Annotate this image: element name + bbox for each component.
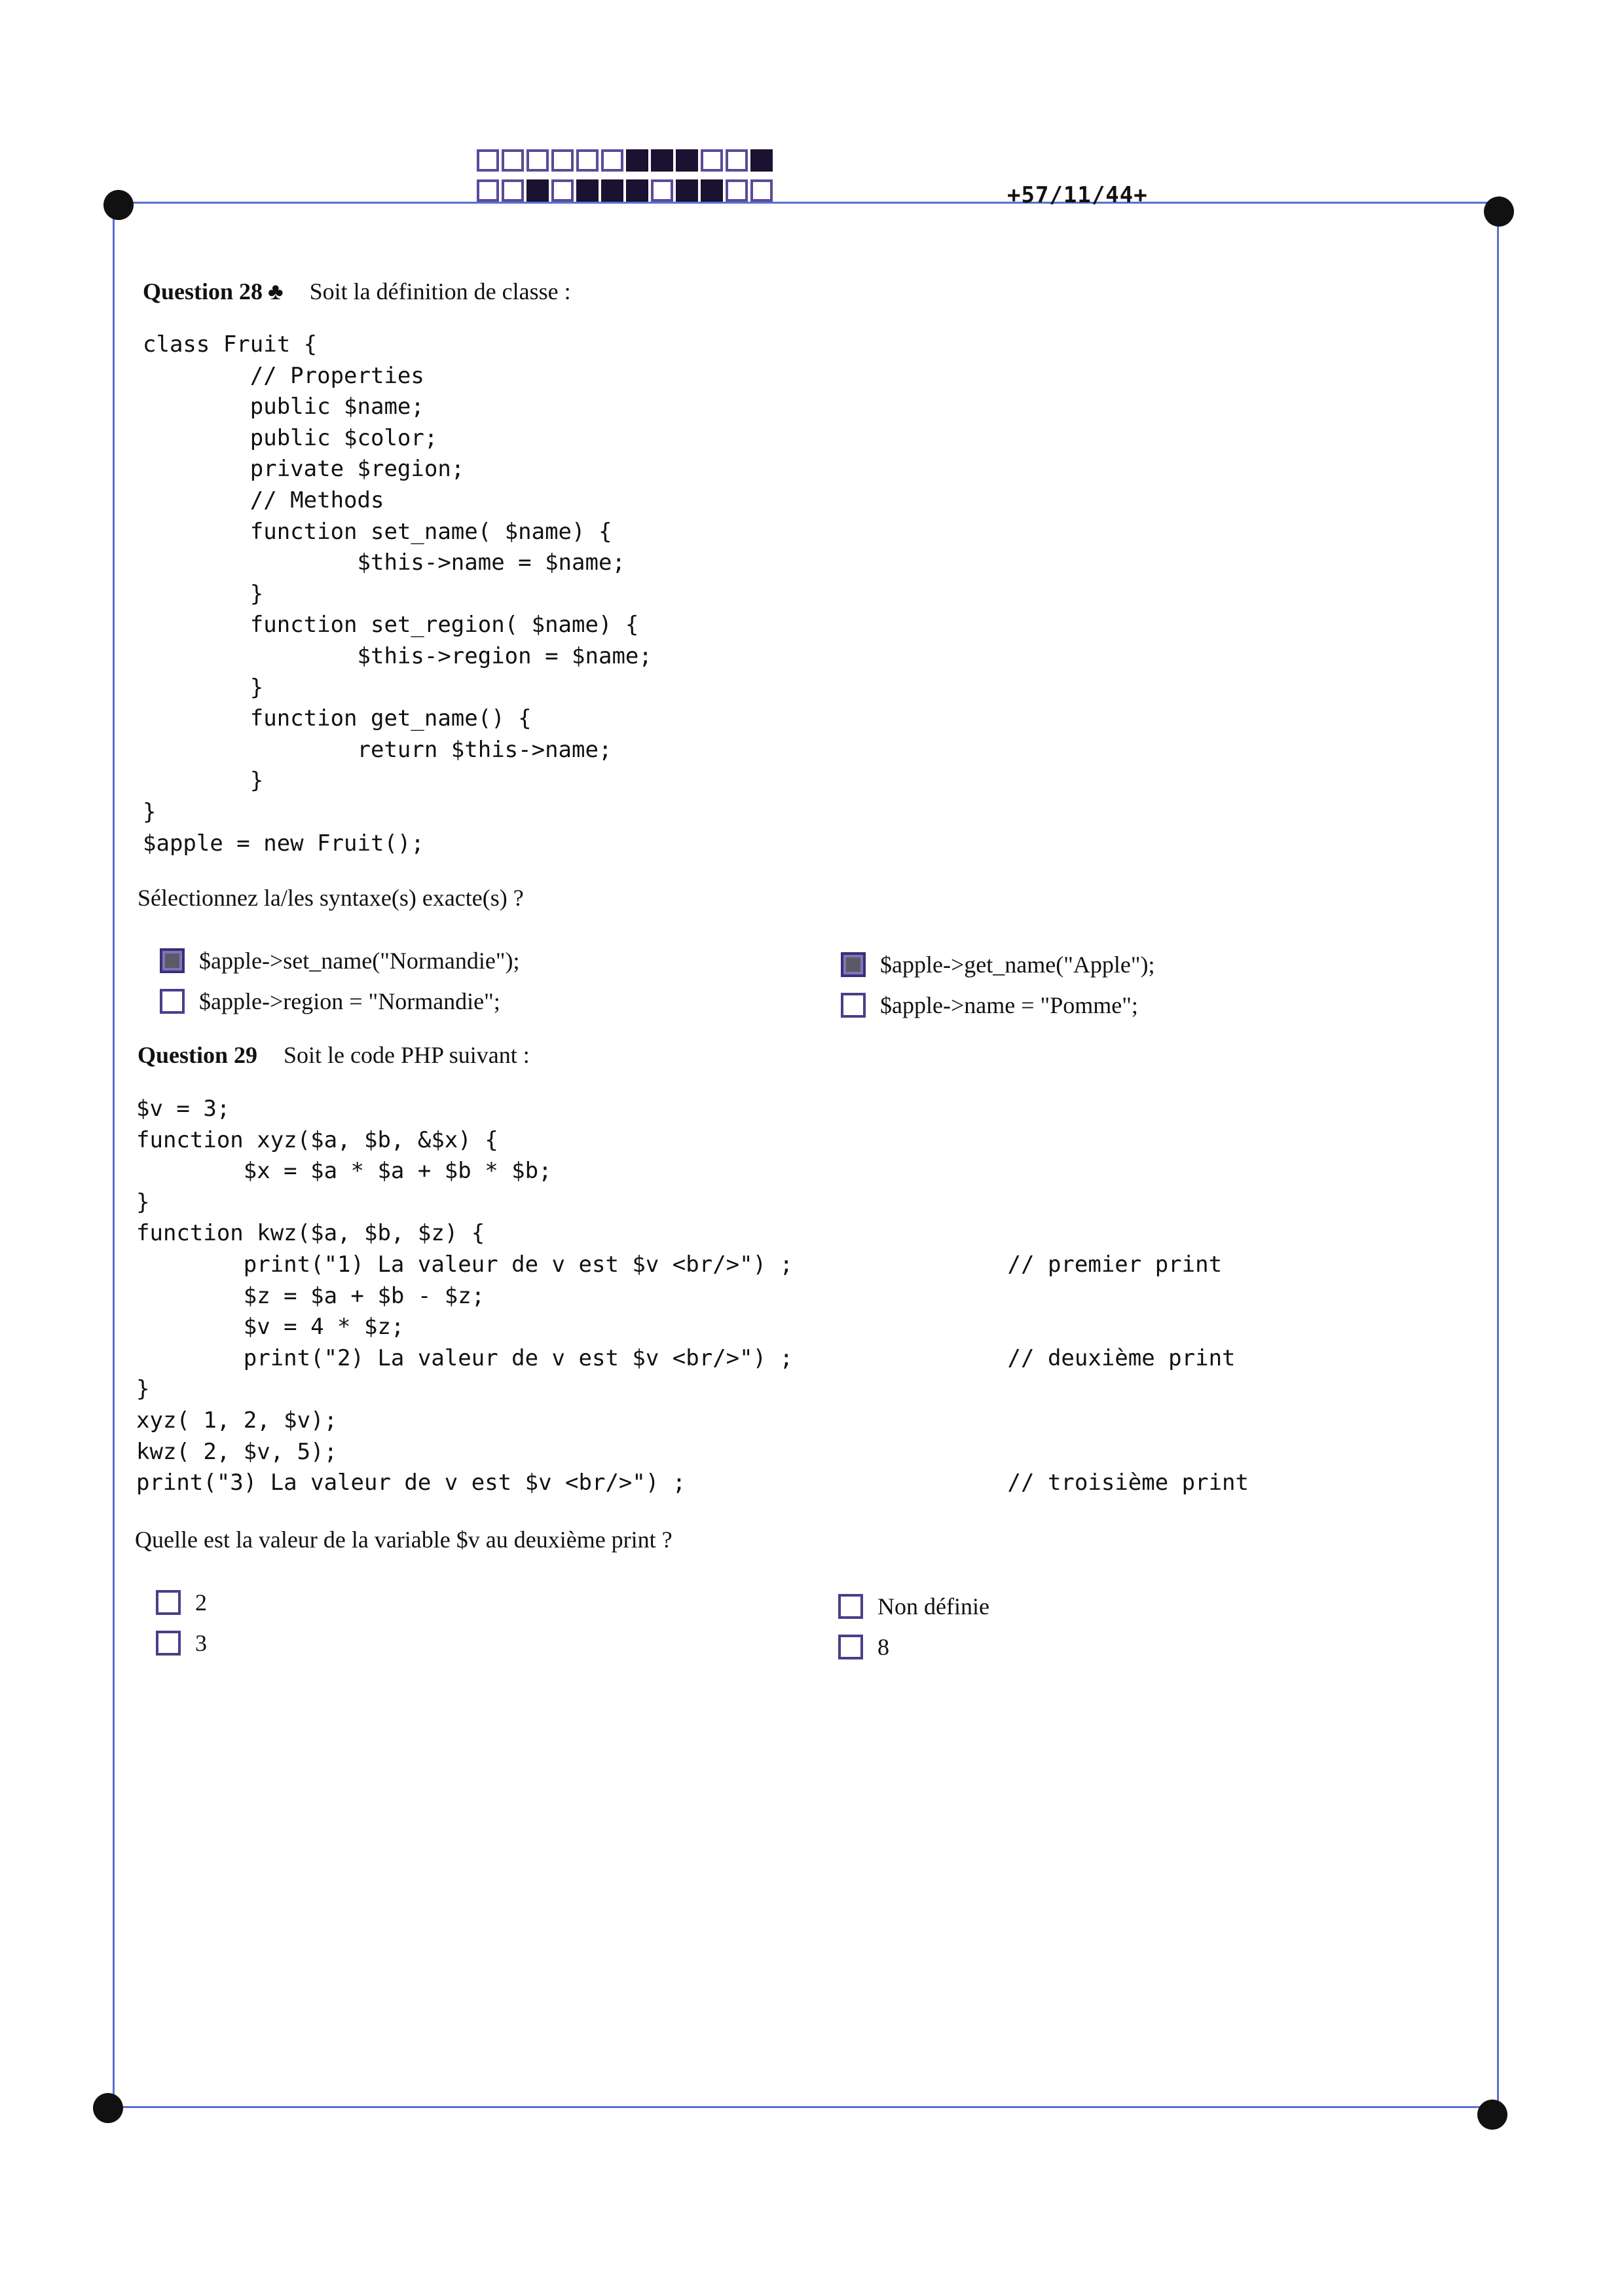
corner-mark-top-left xyxy=(103,190,134,220)
q29-choice-4-checkbox[interactable] xyxy=(838,1635,863,1659)
question-29-prompt: Quelle est la valeur de la variable $v au deuxième print ? xyxy=(135,1527,673,1553)
barcode-row-2 xyxy=(477,179,773,202)
q29-choice-4-label: 8 xyxy=(877,1634,889,1660)
q29-choice-2-label: 3 xyxy=(195,1630,207,1656)
q29-choice-3-label: Non définie xyxy=(877,1593,989,1620)
club-icon: ♣ xyxy=(268,278,284,305)
question-28-label: Question 28 xyxy=(143,278,263,305)
q28-choice-3[interactable] xyxy=(841,951,1155,978)
barcode-cell xyxy=(651,149,673,172)
q28-choice-1[interactable] xyxy=(160,947,520,974)
barcode-cell xyxy=(502,179,524,202)
question-29-header xyxy=(138,1041,530,1069)
barcode-cell xyxy=(502,149,524,172)
barcode-cell xyxy=(477,179,499,202)
barcode-cell xyxy=(601,149,623,172)
q28-choice-3-label: $apple->get_name("Apple"); xyxy=(880,952,1155,978)
q28-choice-4-checkbox[interactable] xyxy=(841,993,866,1018)
question-28-header xyxy=(143,278,571,305)
barcode-cell xyxy=(676,179,698,202)
barcode-cell xyxy=(726,149,748,172)
q29-choice-3-checkbox[interactable] xyxy=(838,1594,863,1619)
question-28-prompt: Sélectionnez la/les syntaxe(s) exacte(s) ? xyxy=(138,885,524,911)
barcode-cell xyxy=(601,179,623,202)
barcode-cell xyxy=(651,179,673,202)
q28-choice-4[interactable] xyxy=(841,991,1138,1019)
frame-bottom-line xyxy=(109,2106,1490,2108)
q28-choice-3-checkbox[interactable] xyxy=(841,952,866,977)
q29-choice-1[interactable] xyxy=(156,1589,207,1616)
q28-choice-2-label: $apple->region = "Normandie"; xyxy=(199,988,500,1014)
q29-choice-1-label: 2 xyxy=(195,1589,207,1616)
sheet-id: +57/11/44+ xyxy=(1007,182,1148,208)
barcode-cell xyxy=(701,149,723,172)
barcode-row-1 xyxy=(477,149,773,172)
q28-choice-1-checkbox[interactable] xyxy=(160,948,185,973)
barcode-cell xyxy=(750,149,773,172)
question-28-code: class Fruit { // Properties public $name; public $color; private $region; // Methods function set_name( $name) { $this->name = $name; } function set_region( $name) { $this->region = $name; } function get_name() { return $this->name; } } $apple = new Fruit(); xyxy=(143,331,652,857)
barcode-cell xyxy=(477,149,499,172)
question-28-intro: Soit la définition de classe : xyxy=(309,278,571,305)
question-29-code: $v = 3; function xyz($a, $b, &$x) { $x = $a * $a + $b * $b; } function kwz($a, $b, $z) { print("1) La valeur de v est $v <br/>") ; // premier print $z = $a + $b - $z; $v = 4 * $z; print("2) La valeur de v est $v <br/>") ; // deuxième print } xyz( 1, 2, $v); kwz( 2, $v, 5); print("3) La valeur de v est $v <br/>") ; // troisième print xyxy=(136,1096,1249,1496)
barcode-cell xyxy=(576,149,599,172)
q29-choice-1-checkbox[interactable] xyxy=(156,1590,181,1615)
barcode-cell xyxy=(526,179,549,202)
frame-right-line xyxy=(1497,216,1499,2102)
q29-choice-2[interactable] xyxy=(156,1629,207,1657)
corner-mark-top-right xyxy=(1484,196,1514,227)
barcode-cell xyxy=(626,149,648,172)
corner-mark-bottom-right xyxy=(1477,2100,1507,2130)
barcode-cell xyxy=(526,149,549,172)
question-29-label: Question 29 xyxy=(138,1042,258,1068)
question-29-intro: Soit le code PHP suivant : xyxy=(284,1042,530,1068)
barcode-cell xyxy=(551,149,574,172)
corner-mark-bottom-left xyxy=(93,2093,123,2123)
q28-choice-1-label: $apple->set_name("Normandie"); xyxy=(199,948,520,974)
barcode-cell xyxy=(551,179,574,202)
frame-top-line xyxy=(118,202,1490,204)
q29-choice-4[interactable] xyxy=(838,1633,889,1661)
q28-choice-2[interactable] xyxy=(160,988,500,1015)
frame-left-line xyxy=(113,210,115,2100)
barcode-cell xyxy=(701,179,723,202)
barcode-cell xyxy=(626,179,648,202)
q29-choice-3[interactable] xyxy=(838,1593,989,1620)
barcode-cell xyxy=(726,179,748,202)
q28-choice-4-label: $apple->name = "Pomme"; xyxy=(880,992,1138,1018)
barcode-cell xyxy=(576,179,599,202)
q28-choice-2-checkbox[interactable] xyxy=(160,989,185,1014)
q29-choice-2-checkbox[interactable] xyxy=(156,1631,181,1656)
barcode-cell xyxy=(676,149,698,172)
barcode-cell xyxy=(750,179,773,202)
